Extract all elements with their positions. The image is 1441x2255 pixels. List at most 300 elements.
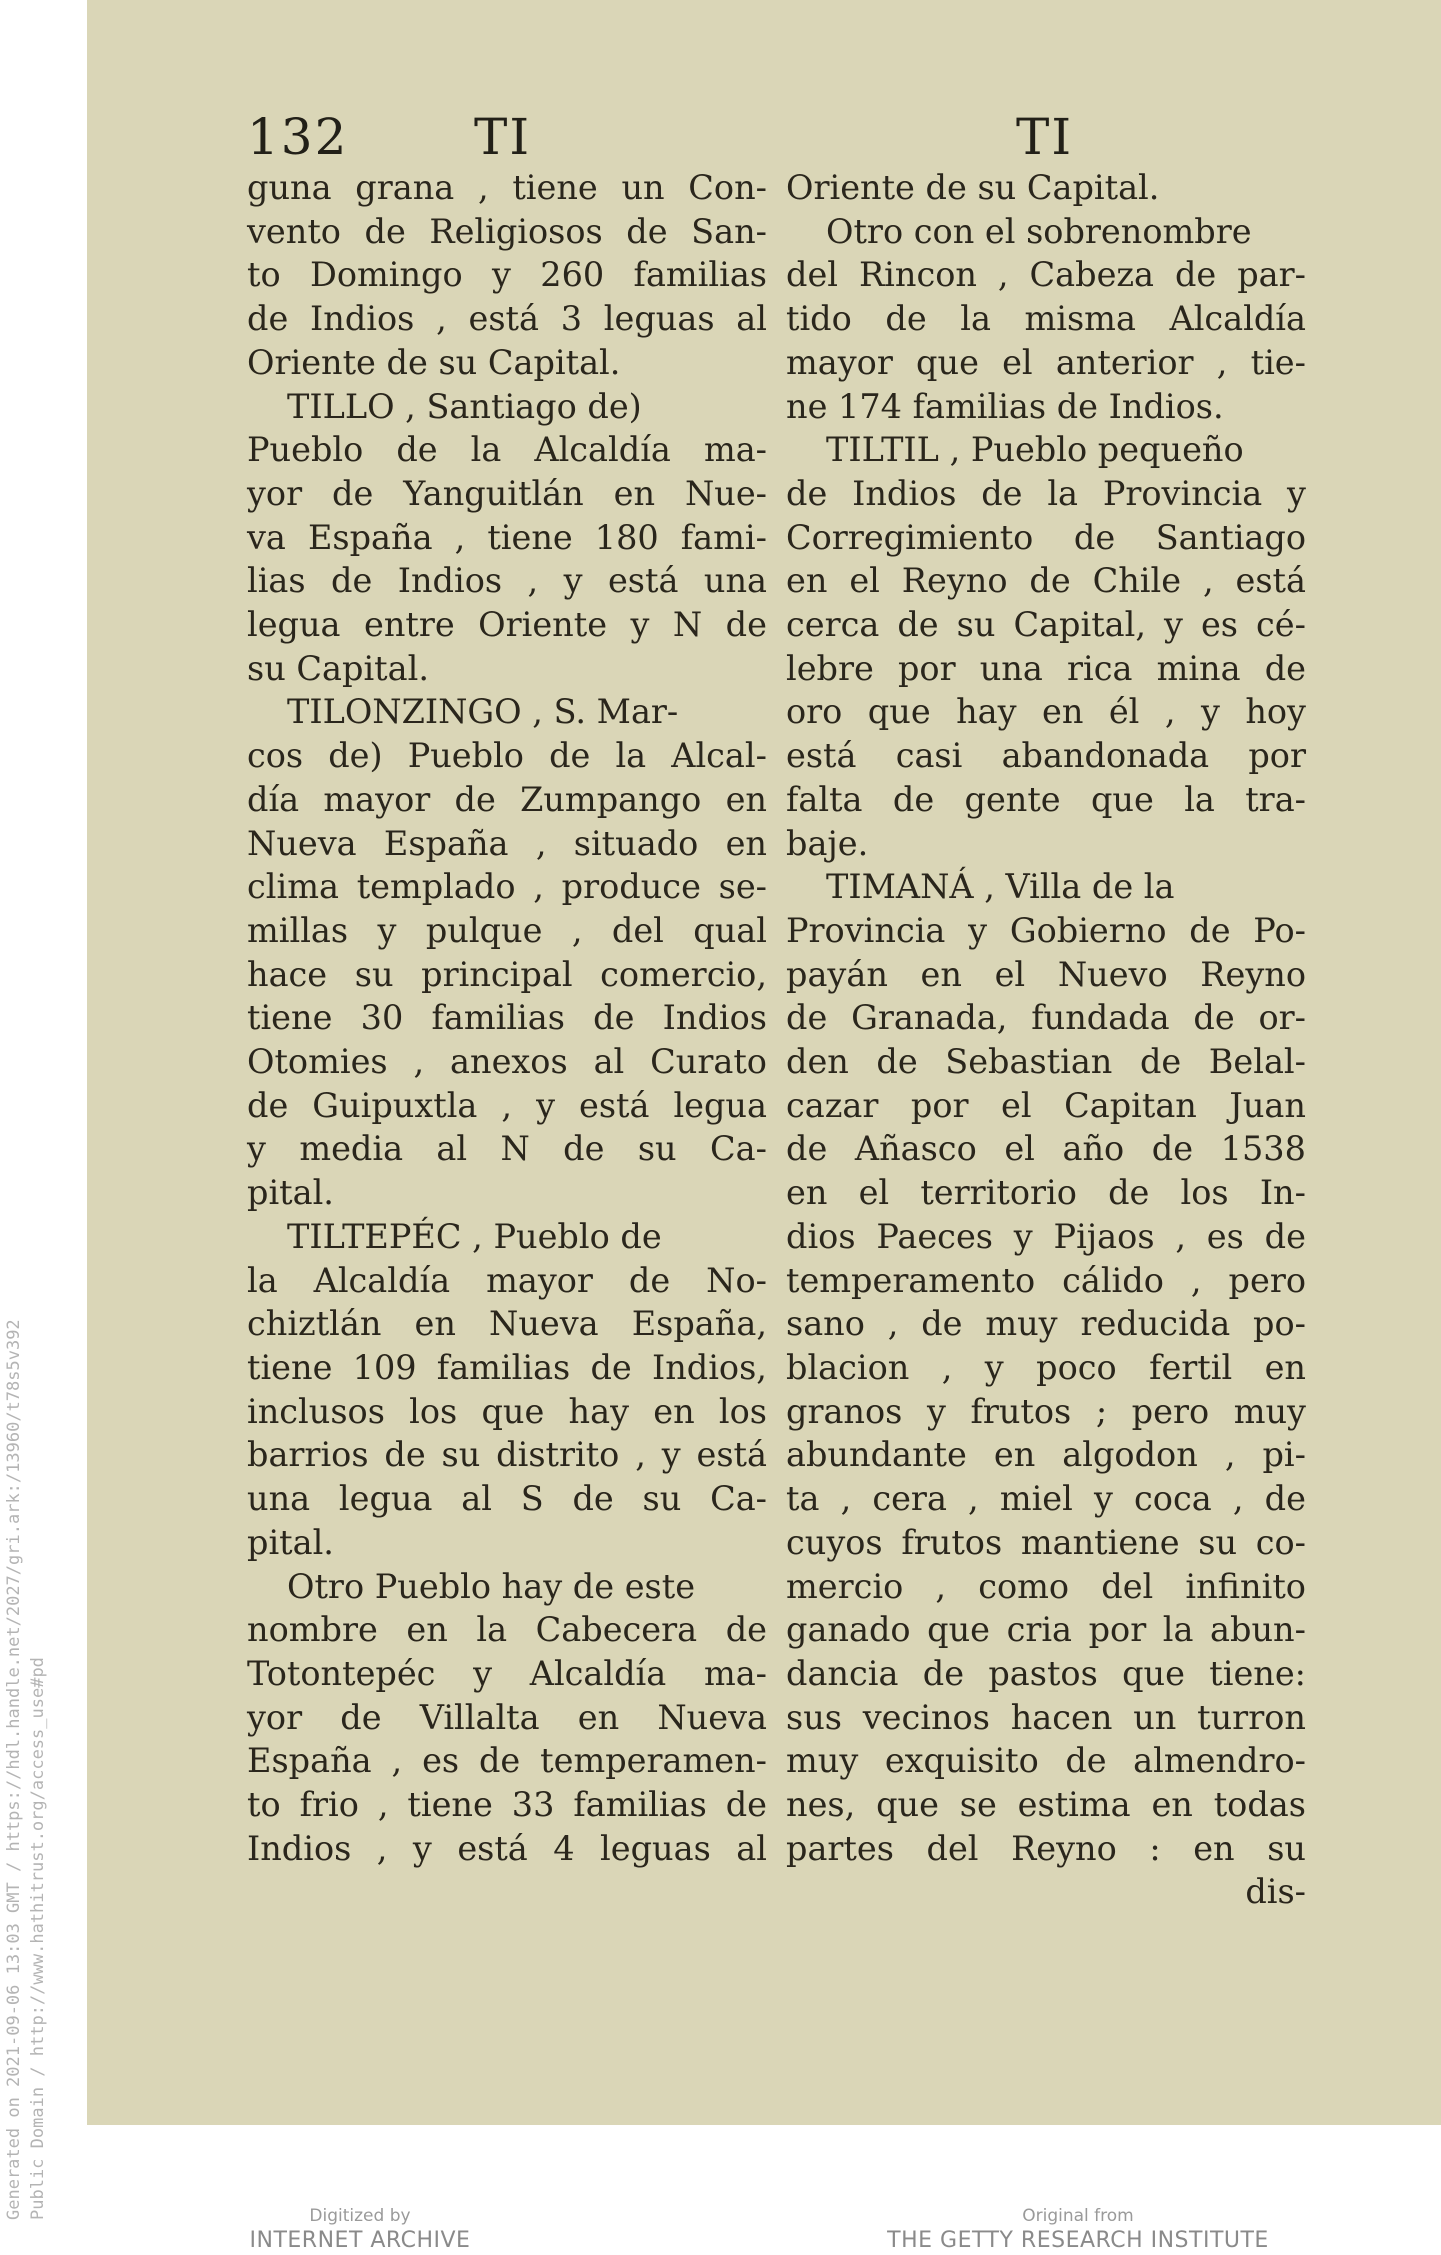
word: Chile bbox=[1092, 561, 1182, 601]
text-line bbox=[247, 1390, 767, 1434]
word: de bbox=[922, 1653, 965, 1693]
word: tiene bbox=[247, 1347, 333, 1387]
word: N bbox=[672, 605, 703, 645]
word: Pueblo bbox=[247, 430, 364, 470]
word: cazar bbox=[786, 1085, 879, 1125]
text-line bbox=[247, 1084, 767, 1128]
text-line bbox=[247, 472, 767, 516]
word: , bbox=[1190, 1260, 1202, 1300]
word: la bbox=[470, 430, 502, 470]
word: de bbox=[876, 1042, 918, 1082]
word: que bbox=[876, 1785, 939, 1825]
word: Ca- bbox=[709, 1129, 767, 1169]
word: temperamento bbox=[786, 1260, 1036, 1300]
word: Cabeza bbox=[1029, 255, 1155, 295]
text-line bbox=[786, 1127, 1306, 1171]
word: día bbox=[247, 779, 300, 819]
word: en bbox=[406, 1610, 448, 1650]
word: ma- bbox=[703, 430, 767, 470]
text-line bbox=[247, 734, 767, 778]
word: coca bbox=[1134, 1479, 1212, 1519]
word: de bbox=[593, 998, 635, 1038]
word: él bbox=[1108, 692, 1140, 732]
word: los bbox=[409, 1391, 458, 1431]
word: su bbox=[637, 1129, 677, 1169]
word: , bbox=[1202, 561, 1214, 601]
word: Sebastian bbox=[945, 1042, 1113, 1082]
word: y bbox=[1164, 605, 1183, 645]
word: vecinos bbox=[862, 1697, 990, 1737]
word: y bbox=[661, 1435, 681, 1475]
word: sano bbox=[786, 1304, 865, 1344]
word: en bbox=[786, 561, 828, 601]
word: principal bbox=[421, 954, 573, 994]
word: de bbox=[626, 211, 668, 251]
word: Domingo bbox=[309, 255, 463, 295]
word: falta bbox=[786, 779, 863, 819]
text-line bbox=[786, 1739, 1306, 1783]
word: de bbox=[921, 1304, 963, 1344]
word: tiene bbox=[487, 517, 573, 557]
word: sus bbox=[786, 1697, 842, 1737]
digitized-by-label: Digitized by bbox=[309, 2206, 411, 2226]
word: que bbox=[867, 692, 931, 732]
word: el bbox=[1004, 1129, 1035, 1169]
word: Ca- bbox=[710, 1479, 767, 1519]
word: Indios bbox=[310, 299, 415, 339]
word: por bbox=[910, 1085, 969, 1125]
text-line: TIMANÁ , Villa de la bbox=[826, 867, 1175, 907]
word: infinito bbox=[1185, 1566, 1306, 1606]
word: y bbox=[1287, 473, 1306, 513]
word: Reyno bbox=[1200, 954, 1306, 994]
word: en bbox=[725, 823, 767, 863]
word: de bbox=[332, 473, 374, 513]
word: y bbox=[1200, 692, 1220, 732]
word: una bbox=[979, 648, 1043, 688]
word: de bbox=[384, 1435, 426, 1475]
word: en bbox=[993, 1435, 1036, 1475]
word: oro bbox=[786, 692, 843, 732]
word: tido bbox=[786, 299, 852, 339]
word: está bbox=[786, 736, 857, 776]
word: situado bbox=[573, 823, 699, 863]
word: cé- bbox=[1256, 605, 1306, 645]
word: que bbox=[1090, 779, 1154, 819]
word: , bbox=[533, 867, 544, 907]
word: de bbox=[454, 779, 496, 819]
word: y bbox=[492, 255, 511, 295]
word: muy bbox=[985, 1304, 1058, 1344]
word: Indios bbox=[397, 561, 503, 601]
word: , bbox=[501, 1085, 513, 1125]
word: en bbox=[1151, 1785, 1193, 1825]
text-line bbox=[247, 1302, 767, 1346]
text-line bbox=[247, 822, 767, 866]
word: Alcaldía bbox=[1169, 299, 1306, 339]
word: del bbox=[1101, 1566, 1154, 1606]
word: una bbox=[703, 561, 767, 601]
text-line bbox=[786, 1346, 1306, 1390]
word: poco bbox=[1036, 1347, 1117, 1387]
text-line bbox=[247, 1346, 767, 1390]
word: nombre bbox=[247, 1610, 378, 1650]
word: , bbox=[635, 1435, 646, 1475]
text-line bbox=[247, 865, 767, 909]
text-line bbox=[786, 1565, 1306, 1609]
word: 180 bbox=[594, 517, 659, 557]
text-line: TILLO , Santiago de) bbox=[287, 386, 642, 426]
word: misma bbox=[1024, 299, 1136, 339]
word: del bbox=[926, 1828, 979, 1868]
word: algodon bbox=[1062, 1435, 1198, 1475]
text-line bbox=[786, 297, 1306, 341]
word: fundada bbox=[1031, 998, 1170, 1038]
word: de bbox=[563, 1129, 605, 1169]
word: hay bbox=[956, 692, 1017, 732]
word: Indios bbox=[852, 473, 957, 513]
word: 4 bbox=[553, 1828, 575, 1868]
word: mayor bbox=[786, 342, 893, 382]
word: Oriente bbox=[478, 605, 608, 645]
word: la bbox=[615, 736, 647, 776]
word: de bbox=[590, 1347, 632, 1387]
word: de bbox=[1174, 255, 1217, 295]
word: tiene bbox=[407, 1785, 493, 1825]
word: todas bbox=[1213, 1785, 1306, 1825]
word: , bbox=[1216, 342, 1228, 382]
word: está bbox=[457, 1828, 528, 1868]
word: su bbox=[642, 1479, 682, 1519]
word: por bbox=[1088, 1610, 1147, 1650]
word: dancia bbox=[786, 1653, 899, 1693]
watermark-generated-line: Generated on 2021-09-06 13:03 GMT / https://hdl.handle.net/2027/gri.ark:/13960/t78s5v392 bbox=[4, 1319, 24, 2220]
word: Otomies bbox=[247, 1042, 388, 1082]
word: tiene bbox=[247, 998, 333, 1038]
word: tiene: bbox=[1209, 1653, 1306, 1693]
word: Religiosos bbox=[429, 211, 603, 251]
word: España bbox=[383, 823, 509, 863]
word: clima bbox=[247, 867, 339, 907]
word: Alcaldía bbox=[534, 430, 671, 470]
internet-archive-credit: INTERNET ARCHIVE bbox=[249, 2228, 471, 2253]
word: frutos bbox=[970, 1391, 1072, 1431]
text-line bbox=[786, 734, 1306, 778]
word: mayor bbox=[323, 779, 431, 819]
word: comercio, bbox=[600, 954, 767, 994]
word: Villalta bbox=[419, 1697, 540, 1737]
word: lebre bbox=[786, 648, 874, 688]
word: grana bbox=[355, 168, 455, 207]
word: Po- bbox=[1253, 910, 1306, 950]
word: tie- bbox=[1250, 342, 1306, 382]
text-line bbox=[247, 1783, 767, 1827]
text-line bbox=[786, 1302, 1306, 1346]
word: de bbox=[247, 299, 289, 339]
word: de bbox=[1193, 998, 1235, 1038]
word: de bbox=[725, 1610, 767, 1650]
word: , bbox=[941, 1347, 953, 1387]
text-line bbox=[786, 253, 1306, 297]
word: familias bbox=[573, 1785, 707, 1825]
word: de bbox=[1065, 1741, 1107, 1781]
text-line bbox=[786, 1171, 1306, 1215]
text-line: ne 174 familias de Indios. bbox=[786, 386, 1224, 426]
word: to bbox=[247, 255, 281, 295]
word: , bbox=[935, 1566, 947, 1606]
word: par- bbox=[1237, 255, 1306, 295]
text-line bbox=[786, 1477, 1306, 1521]
word: y bbox=[630, 605, 650, 645]
word: del bbox=[611, 910, 664, 950]
word: 30 bbox=[360, 998, 404, 1038]
word: de bbox=[364, 211, 406, 251]
getty-institute-credit: THE GETTY RESEARCH INSTITUTE bbox=[887, 2228, 1269, 2253]
word: el bbox=[849, 561, 880, 601]
word: In- bbox=[1259, 1173, 1306, 1213]
word: al bbox=[436, 1129, 468, 1169]
word: la bbox=[247, 1260, 278, 1300]
word: en bbox=[613, 473, 656, 513]
word: está bbox=[1235, 561, 1306, 601]
word: y bbox=[473, 1653, 493, 1693]
word: 109 bbox=[352, 1347, 417, 1387]
word: tra- bbox=[1245, 779, 1306, 819]
word: , bbox=[527, 561, 539, 601]
word: fami- bbox=[680, 517, 767, 557]
word: territorio bbox=[920, 1173, 1077, 1213]
word: qual bbox=[693, 910, 767, 950]
word: , bbox=[436, 299, 447, 339]
left-running-head: TI bbox=[474, 108, 532, 166]
word: de bbox=[572, 1479, 614, 1519]
word: y bbox=[968, 910, 988, 950]
word: de bbox=[1264, 648, 1306, 688]
word: de bbox=[1189, 910, 1231, 950]
right-running-head: TI bbox=[1016, 108, 1074, 166]
word: exquisito bbox=[884, 1741, 1039, 1781]
word: partes bbox=[786, 1828, 894, 1868]
word: cerca bbox=[786, 605, 880, 645]
word: un bbox=[1133, 1697, 1177, 1737]
text-line bbox=[247, 1652, 767, 1696]
word: al bbox=[593, 1042, 625, 1082]
word: Zumpango bbox=[520, 779, 702, 819]
word: de bbox=[892, 779, 935, 819]
word: Paeces bbox=[876, 1216, 993, 1256]
text-line bbox=[786, 559, 1306, 603]
word: 3 bbox=[560, 299, 583, 339]
word: 260 bbox=[540, 255, 605, 295]
word: y bbox=[926, 1391, 946, 1431]
text-line: TILTIL , Pueblo pequeño bbox=[826, 430, 1244, 470]
word: que bbox=[1122, 1653, 1185, 1693]
word: den bbox=[786, 1042, 849, 1082]
word: S bbox=[520, 1479, 544, 1519]
word: Granada, bbox=[851, 998, 1008, 1038]
page-number: 132 bbox=[247, 108, 349, 166]
word: Pueblo bbox=[407, 736, 524, 776]
word: leguas bbox=[603, 299, 715, 339]
word: dios bbox=[786, 1216, 856, 1256]
text-line bbox=[247, 1608, 767, 1652]
word: templado bbox=[356, 867, 516, 907]
word: de bbox=[1139, 1042, 1182, 1082]
word: miel bbox=[999, 1479, 1073, 1519]
word: la bbox=[960, 299, 991, 339]
word: la bbox=[476, 1610, 508, 1650]
word: y bbox=[536, 1085, 555, 1125]
original-from-label: Original from bbox=[1022, 2206, 1134, 2226]
word: la bbox=[1184, 779, 1215, 819]
word: payán bbox=[786, 954, 888, 994]
word: está bbox=[579, 1085, 650, 1125]
word: tiene bbox=[512, 168, 598, 207]
word: pero bbox=[1131, 1391, 1210, 1431]
word: fertil bbox=[1149, 1347, 1233, 1387]
word: abandonada bbox=[1001, 736, 1210, 776]
word: Corregimiento bbox=[786, 517, 1034, 557]
word: nes, bbox=[786, 1785, 856, 1825]
word: abundante bbox=[786, 1435, 967, 1475]
word: en bbox=[653, 1391, 695, 1431]
word: al bbox=[736, 1828, 767, 1868]
word: su bbox=[354, 954, 394, 994]
text-line bbox=[786, 1783, 1306, 1827]
word: el bbox=[994, 954, 1026, 994]
word: de bbox=[1264, 1216, 1306, 1256]
word: Provincia bbox=[1102, 473, 1263, 513]
text-line bbox=[247, 1477, 767, 1521]
word: mina bbox=[1156, 648, 1241, 688]
word: , bbox=[377, 1785, 389, 1825]
word: mantiene bbox=[1020, 1522, 1180, 1562]
text-line bbox=[786, 472, 1306, 516]
text-line bbox=[786, 778, 1306, 822]
word: la bbox=[1047, 473, 1079, 513]
word: un bbox=[621, 168, 665, 207]
word: , bbox=[391, 1741, 403, 1781]
word: los bbox=[1180, 1173, 1229, 1213]
text-line bbox=[247, 166, 767, 210]
text-line bbox=[247, 210, 767, 254]
word: en bbox=[725, 779, 767, 819]
word: y bbox=[377, 910, 397, 950]
word: está bbox=[607, 561, 679, 601]
word: familias bbox=[436, 1347, 571, 1387]
word: pi- bbox=[1262, 1435, 1306, 1475]
text-line bbox=[247, 559, 767, 603]
text-line bbox=[786, 1827, 1306, 1871]
word: , bbox=[1232, 1479, 1244, 1519]
word: es bbox=[1200, 605, 1239, 645]
word: se bbox=[959, 1785, 997, 1825]
word: se- bbox=[718, 867, 767, 907]
text-line bbox=[247, 1127, 767, 1171]
word: Cabecera bbox=[535, 1610, 698, 1650]
word: hacen bbox=[1010, 1697, 1113, 1737]
word: de) bbox=[328, 736, 383, 776]
text-line: Otro con el sobrenombre bbox=[826, 211, 1252, 251]
word: Reyno bbox=[1011, 1828, 1117, 1868]
word: , bbox=[968, 1479, 979, 1519]
word: distrito bbox=[496, 1435, 620, 1475]
word: Añasco bbox=[854, 1129, 977, 1169]
word: pero bbox=[1228, 1260, 1306, 1300]
text-line bbox=[247, 996, 767, 1040]
text-line bbox=[247, 1259, 767, 1303]
text-line bbox=[247, 603, 767, 647]
text-line: pital. bbox=[247, 1173, 334, 1213]
word: y bbox=[984, 1347, 1004, 1387]
word: de bbox=[247, 1085, 289, 1125]
word: , bbox=[1175, 1216, 1186, 1256]
word: San- bbox=[691, 211, 767, 251]
word: el bbox=[1002, 342, 1033, 382]
word: Nueva bbox=[657, 1697, 767, 1737]
word: España, bbox=[631, 1304, 767, 1344]
word: la bbox=[1162, 1610, 1194, 1650]
word: de bbox=[628, 1260, 671, 1300]
word: anexos bbox=[450, 1042, 568, 1082]
word: or- bbox=[1258, 998, 1306, 1038]
word: al bbox=[736, 299, 767, 339]
word: No- bbox=[706, 1260, 767, 1300]
word: está bbox=[696, 1435, 767, 1475]
word: de bbox=[885, 299, 927, 339]
word: cera bbox=[872, 1479, 947, 1519]
text-line bbox=[786, 647, 1306, 691]
word: , bbox=[376, 1828, 388, 1868]
text-line bbox=[786, 1608, 1306, 1652]
word: , bbox=[571, 910, 583, 950]
word: de bbox=[897, 605, 939, 645]
word: , bbox=[477, 168, 489, 207]
word: de bbox=[1108, 1173, 1150, 1213]
word: abun- bbox=[1210, 1610, 1306, 1650]
word: estima bbox=[1017, 1785, 1131, 1825]
word: turron bbox=[1197, 1697, 1306, 1737]
text-line bbox=[247, 778, 767, 822]
text-line bbox=[786, 1652, 1306, 1696]
text-line bbox=[786, 1521, 1306, 1565]
word: por bbox=[1248, 736, 1306, 776]
word: gente bbox=[964, 779, 1061, 819]
word: Gobierno bbox=[1009, 910, 1167, 950]
text-line: Otro Pueblo hay de este bbox=[287, 1566, 696, 1606]
text-line bbox=[786, 690, 1306, 734]
word: , bbox=[840, 1479, 852, 1519]
word: , bbox=[1164, 692, 1176, 732]
word: hoy bbox=[1245, 692, 1306, 732]
right-text-column bbox=[786, 166, 1306, 1914]
word: Nueva bbox=[247, 823, 357, 863]
word: de bbox=[786, 473, 828, 513]
word: que bbox=[916, 342, 979, 382]
word: de bbox=[1073, 517, 1116, 557]
text-line bbox=[247, 516, 767, 560]
word: que bbox=[481, 1391, 545, 1431]
word: : bbox=[1149, 1828, 1161, 1868]
word: ta bbox=[786, 1479, 820, 1519]
text-line bbox=[247, 1040, 767, 1084]
text-line bbox=[786, 1215, 1306, 1259]
word: en bbox=[1193, 1828, 1235, 1868]
word: y bbox=[412, 1828, 432, 1868]
word: en bbox=[786, 1173, 828, 1213]
word: de bbox=[331, 561, 373, 601]
text-line bbox=[786, 1040, 1306, 1084]
